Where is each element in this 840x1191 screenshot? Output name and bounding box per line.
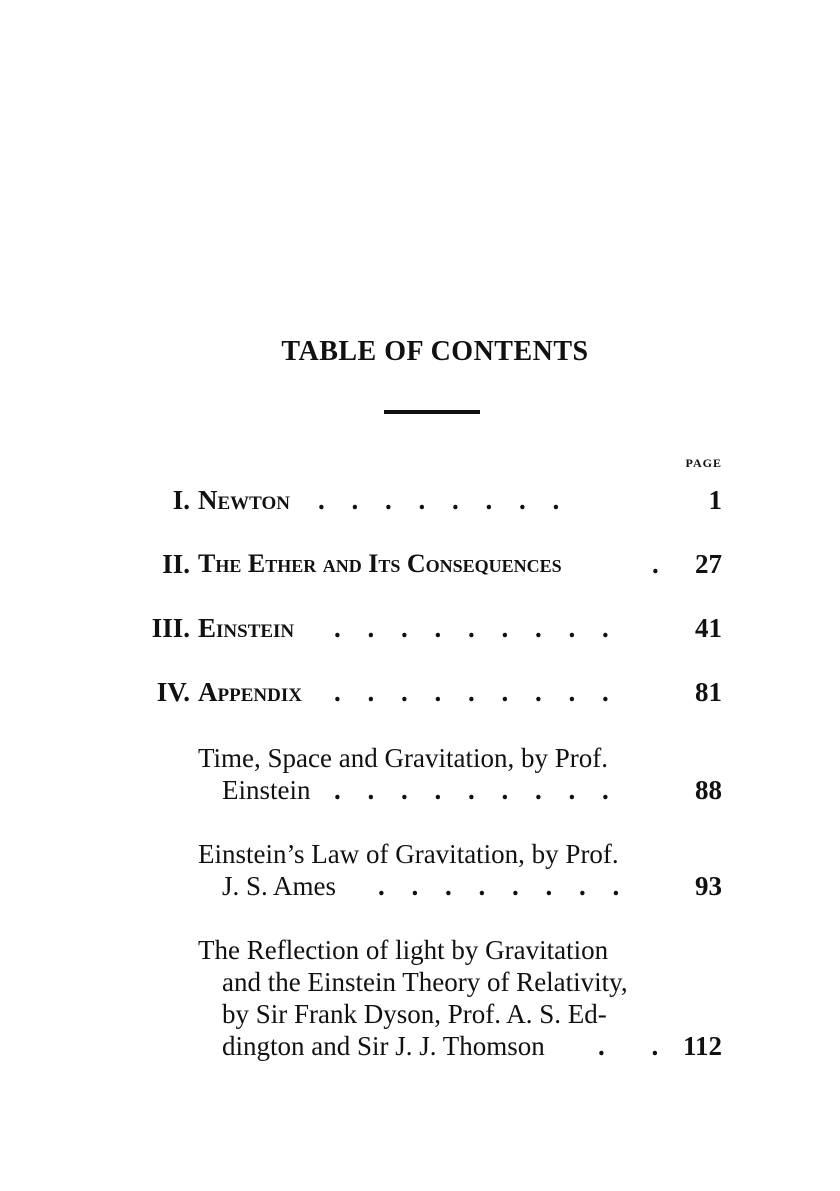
chapter-title: Newton: [198, 485, 291, 515]
appendix-item-time-space: [0, 742, 840, 812]
dot-leader: . .: [598, 1031, 679, 1061]
chapter-number: III.: [151, 613, 190, 643]
page-number: 1: [708, 485, 722, 515]
page-number: 112: [682, 1031, 722, 1061]
item-text-line: Time, Space and Gravitation, by Prof.: [198, 743, 608, 773]
page-number: 27: [695, 549, 722, 579]
appendix-item-ames: [0, 838, 840, 908]
item-text-line: by Sir Frank Dyson, Prof. A. S. Ed-: [222, 999, 607, 1029]
appendix-item-reflection: [0, 934, 840, 1068]
page-number: 81: [695, 677, 722, 707]
item-text-line: Einstein’s Law of Gravitation, by Prof.: [198, 839, 619, 869]
toc-entry-einstein: [0, 612, 840, 644]
page-number: 41: [695, 613, 722, 643]
title-rule: [384, 410, 480, 414]
dot-leader: . . . . . . . . .: [334, 677, 619, 707]
item-text-line: and the Einstein Theory of Relativity,: [222, 967, 628, 997]
toc-entry-ether: [0, 548, 840, 580]
chapter-number: II.: [162, 549, 190, 579]
dot-leader: . . . . . . . . .: [334, 775, 619, 805]
page-number: 93: [695, 871, 722, 901]
page-title: TABLE OF CONTENTS: [281, 336, 589, 367]
dot-leader: . . . . . . . . .: [334, 613, 619, 643]
page-column-label: PAGE: [685, 456, 722, 470]
dot-leader: . . . . . . . .: [318, 485, 570, 515]
item-text-line: J. S. Ames: [222, 871, 337, 901]
item-text-line: The Reflection of light by Gravitation: [198, 935, 609, 965]
page-number: 88: [695, 775, 722, 805]
chapter-title: Einstein: [198, 613, 295, 643]
chapter-title: Appendix: [198, 677, 302, 707]
toc-entry-newton: [0, 484, 840, 516]
item-text-line: Einstein: [222, 775, 311, 805]
item-text-line: dington and Sir J. J. Thomson: [222, 1031, 545, 1061]
toc-entry-appendix: [0, 676, 840, 708]
chapter-number: I.: [172, 485, 190, 515]
dot-leader: . . . . . . . .: [378, 871, 630, 901]
chapter-title: The Ether and Its Consequences: [198, 549, 562, 578]
dot-leader: .: [652, 549, 659, 579]
chapter-number: IV.: [156, 677, 190, 707]
